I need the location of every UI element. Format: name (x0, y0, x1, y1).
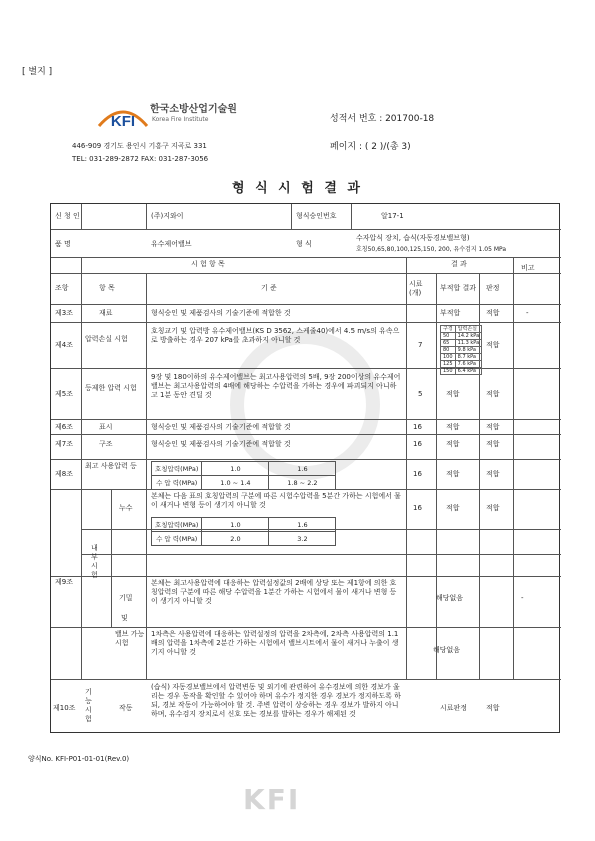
internal-mid-label: 및 (121, 614, 128, 622)
loss-cell: 100 (441, 354, 456, 361)
loss-row (441, 333, 482, 340)
watermark: KFI (243, 783, 301, 816)
row-result: 적합 (446, 470, 460, 478)
internal-sub2-remark: - (521, 594, 524, 602)
pressure-label: 수 압 력(MPa) (152, 532, 202, 546)
row-criteria: 9장 및 180이하의 유수제어밸브는 최고사용압력의 5배, 9장 200이상의 유수제어밸브는 최고사용압력의 4배에 해당하는 수압력을 가하는 경우에 파괴되지 아니하고 1분 동안 견딜 것 (151, 373, 401, 399)
row-no: 제8조 (55, 470, 73, 478)
pressure-value: 1.6 (269, 462, 336, 476)
row-judge: 적합 (486, 440, 500, 448)
type-value-1: 수자압식 장치, 습식(자동경보밸브형) (356, 234, 470, 242)
pressure-label: 호칭압력(MPa) (152, 462, 202, 476)
internal-sub1-text: 본체는 다음 표의 호칭압력의 구분에 따른 시험수압력을 5분간 가하는 시험에서 물이 새거나 변형 등이 생기지 아니할 것 (151, 492, 401, 509)
row-sample: 16 (413, 470, 422, 478)
loss-cell: 11.3 kPa (455, 340, 481, 347)
org-name-ko: 한국소방산업기술원 (150, 104, 237, 115)
row-item: 표시 (99, 423, 113, 431)
col-result-detail-header: 부적합 결과 (440, 284, 477, 292)
row-no: 제10조 (53, 704, 76, 712)
type-label: 형 식 (296, 240, 312, 248)
row-sample: 5 (418, 390, 423, 398)
row-sample: 16 (413, 504, 422, 512)
pressure-value: 3.2 (269, 532, 336, 546)
row-result: 적합 (446, 423, 460, 431)
org-name-en: Korea Fire Institute (152, 116, 209, 123)
pressure-table-8 (151, 461, 336, 490)
loss-cell: 125 (441, 361, 456, 368)
row-judge: 적합 (486, 423, 500, 431)
row-result: 시료판정 (440, 704, 468, 712)
pressure-label: 호칭압력(MPa) (152, 518, 202, 532)
row-result: 적합 (446, 390, 460, 398)
kfi-logo-mark (93, 96, 153, 134)
loss-row (441, 361, 482, 368)
row-item: 내 부 시 험 (91, 544, 98, 579)
applicant-value: (주)지와이 (151, 212, 184, 220)
loss-header: 압력손실 (455, 326, 481, 333)
loss-cell: 65 (441, 340, 456, 347)
row-judge: 적합 (486, 341, 500, 349)
row-item: 재료 (99, 309, 113, 317)
row-judge: 적합 (486, 704, 500, 712)
svg-text:KFI: KFI (110, 113, 136, 130)
loss-cell: 50 (441, 333, 456, 340)
page-number: 페이지 : ( 2 )/(총 3) (330, 142, 411, 152)
row-criteria: 형식승인 및 제품검사의 기술기준에 적합한 것 (151, 309, 291, 317)
row-remark: - (526, 309, 529, 317)
product-value: 유수제어밸브 (151, 240, 192, 248)
row-item: 등제한 압력 시험 (85, 384, 137, 392)
row-criteria: 형식승인 및 제품검사의 기술기준에 적합할 것 (151, 440, 291, 448)
pressure-value: 1.0 (202, 518, 269, 532)
org-address: 446-909 경기도 용인시 기흥구 지곡로 331 (72, 142, 207, 150)
pressure-value: 1.0 (202, 462, 269, 476)
row-criteria: 형식승인 및 제품검사의 기술기준에 적합할 것 (151, 423, 291, 431)
page-title: 형 식 시 험 결 과 (232, 181, 363, 196)
col-criteria-header: 기 준 (261, 284, 277, 292)
pressure-table-9 (151, 517, 336, 546)
loss-row (441, 368, 482, 375)
loss-cell: 150 (441, 368, 456, 375)
pressure-value: 1.0 ~ 1.4 (202, 476, 269, 490)
kfi-logo (93, 96, 157, 136)
loss-header: 구경 (441, 326, 456, 333)
row-item: 최고 사용압력 등 (85, 462, 137, 470)
pressure-value: 1.6 (269, 518, 336, 532)
loss-row (441, 340, 482, 347)
pressure-loss-table (440, 325, 482, 375)
internal-sub1: 누수 (119, 504, 133, 512)
function-sub: 작동 (119, 704, 133, 712)
row-result: 부적합 (440, 309, 461, 317)
row-item: 구조 (99, 440, 113, 448)
loss-cell: 7.6 kPa (455, 361, 481, 368)
loss-row (441, 347, 482, 354)
row-no: 제7조 (55, 440, 73, 448)
internal-sub3: 밸브 가능시험 (115, 630, 145, 647)
cert-number: 성적서 번호 : 201700-18 (330, 114, 435, 124)
type-value-2: 호칭50,65,80,100,125,150, 200, 유수검지 1.05 MPa (356, 246, 507, 253)
row-criteria: 호칭교기 및 압력방 유수제어밸브(KS D 3562, 스케줄40)에서 4.5 m/s의 유속으로 방출하는 경우 207 kPa를 초과하지 아니할 것 (151, 327, 400, 344)
internal-sub2-text: 본체는 최고사용압력에 대응하는 압력설정값의 2배에 상당 또는 제1항에 의한 호칭압력의 구분에 따른 해당 수압력을 1분간 가하는 시험에서 물이 새거나 변형 등이 생기지 아니할 것 (151, 579, 397, 605)
form-approval-value: 알17-1 (381, 212, 404, 220)
row-result: 적합 (446, 504, 460, 512)
row-no: 제3조 (55, 309, 73, 317)
row-no: 제9조 (55, 578, 73, 586)
doc-form-number: 양식No. KFI-P01-01-01(Rev.0) (28, 755, 130, 763)
bracket-label: [ 별지 ] (22, 67, 53, 77)
remark-header: 비고 (521, 264, 535, 272)
form-approval-label: 형식승인번호 (296, 212, 337, 220)
loss-cell: 6.4 kPa (455, 368, 481, 375)
row-sample: 7 (418, 341, 423, 349)
row-judge: 적합 (486, 504, 500, 512)
pressure-value: 1.8 ~ 2.2 (269, 476, 336, 490)
internal-sub2-result: 해당없음 (436, 594, 464, 602)
row-sample: 16 (413, 440, 422, 448)
pressure-value: 2.0 (202, 532, 269, 546)
applicant-label: 신 청 인 (55, 212, 80, 220)
internal-sub3-result: 해당없음 (433, 646, 461, 654)
loss-cell: 14.2 kPa (455, 333, 481, 340)
pressure-label: 수 압 력(MPa) (152, 476, 202, 490)
test-items-header: 시 험 항 목 (191, 260, 225, 268)
loss-row (441, 354, 482, 361)
row-no: 제5조 (55, 390, 73, 398)
col-sample-header: 시료 (개) (409, 280, 423, 297)
result-header: 결 과 (451, 260, 467, 268)
loss-cell: 8.7 kPa (455, 354, 481, 361)
col-item-header: 항 목 (99, 284, 115, 292)
result-table (50, 203, 560, 733)
row-judge: 적합 (486, 309, 500, 317)
loss-cell: 80 (441, 347, 456, 354)
col-judgement-header: 판정 (486, 284, 500, 292)
function-text: (습식) 자동경보밸브에서 압력변동 및 외기에 관련하여 유수경보에 의한 경보가 울리는 경우 동작을 확인할 수 있어야 하며 유수가 정지한 경우 경보가 정지하도록 하되, 경보 작동이 가능하여야 할 것. 주변 압력이 상승하는 경우 경보가 발하지 아니하며, 유수검지 장치로서 신호 또는 경보를 발하는 경우가 해제된 것 (151, 683, 401, 718)
loss-cell: 9.8 kPa (455, 347, 481, 354)
row-item: 기능 시험 (85, 688, 92, 723)
row-no: 제4조 (55, 341, 73, 349)
product-label: 품 명 (55, 240, 71, 248)
col-no-header: 조항 (55, 284, 69, 292)
row-sample: 16 (413, 423, 422, 431)
internal-sub2: 기밀 (119, 594, 133, 602)
org-tel-fax: TEL: 031-289-2872 FAX: 031-287-3056 (72, 155, 209, 163)
internal-sub3-text: 1차측은 사용압력에 대응하는 압력설정의 압력을 2차측에, 2차측 사용압력의 1.1배의 압력을 1차측에 2분간 가하는 시험에서 밸브시트에서 물이 새거나 누출이 생기지 아니할 것 (151, 630, 399, 656)
row-item: 압력손실 시험 (85, 335, 128, 343)
row-judge: 적합 (486, 470, 500, 478)
row-result: 적합 (446, 440, 460, 448)
row-no: 제6조 (55, 423, 73, 431)
row-judge: 적합 (486, 390, 500, 398)
